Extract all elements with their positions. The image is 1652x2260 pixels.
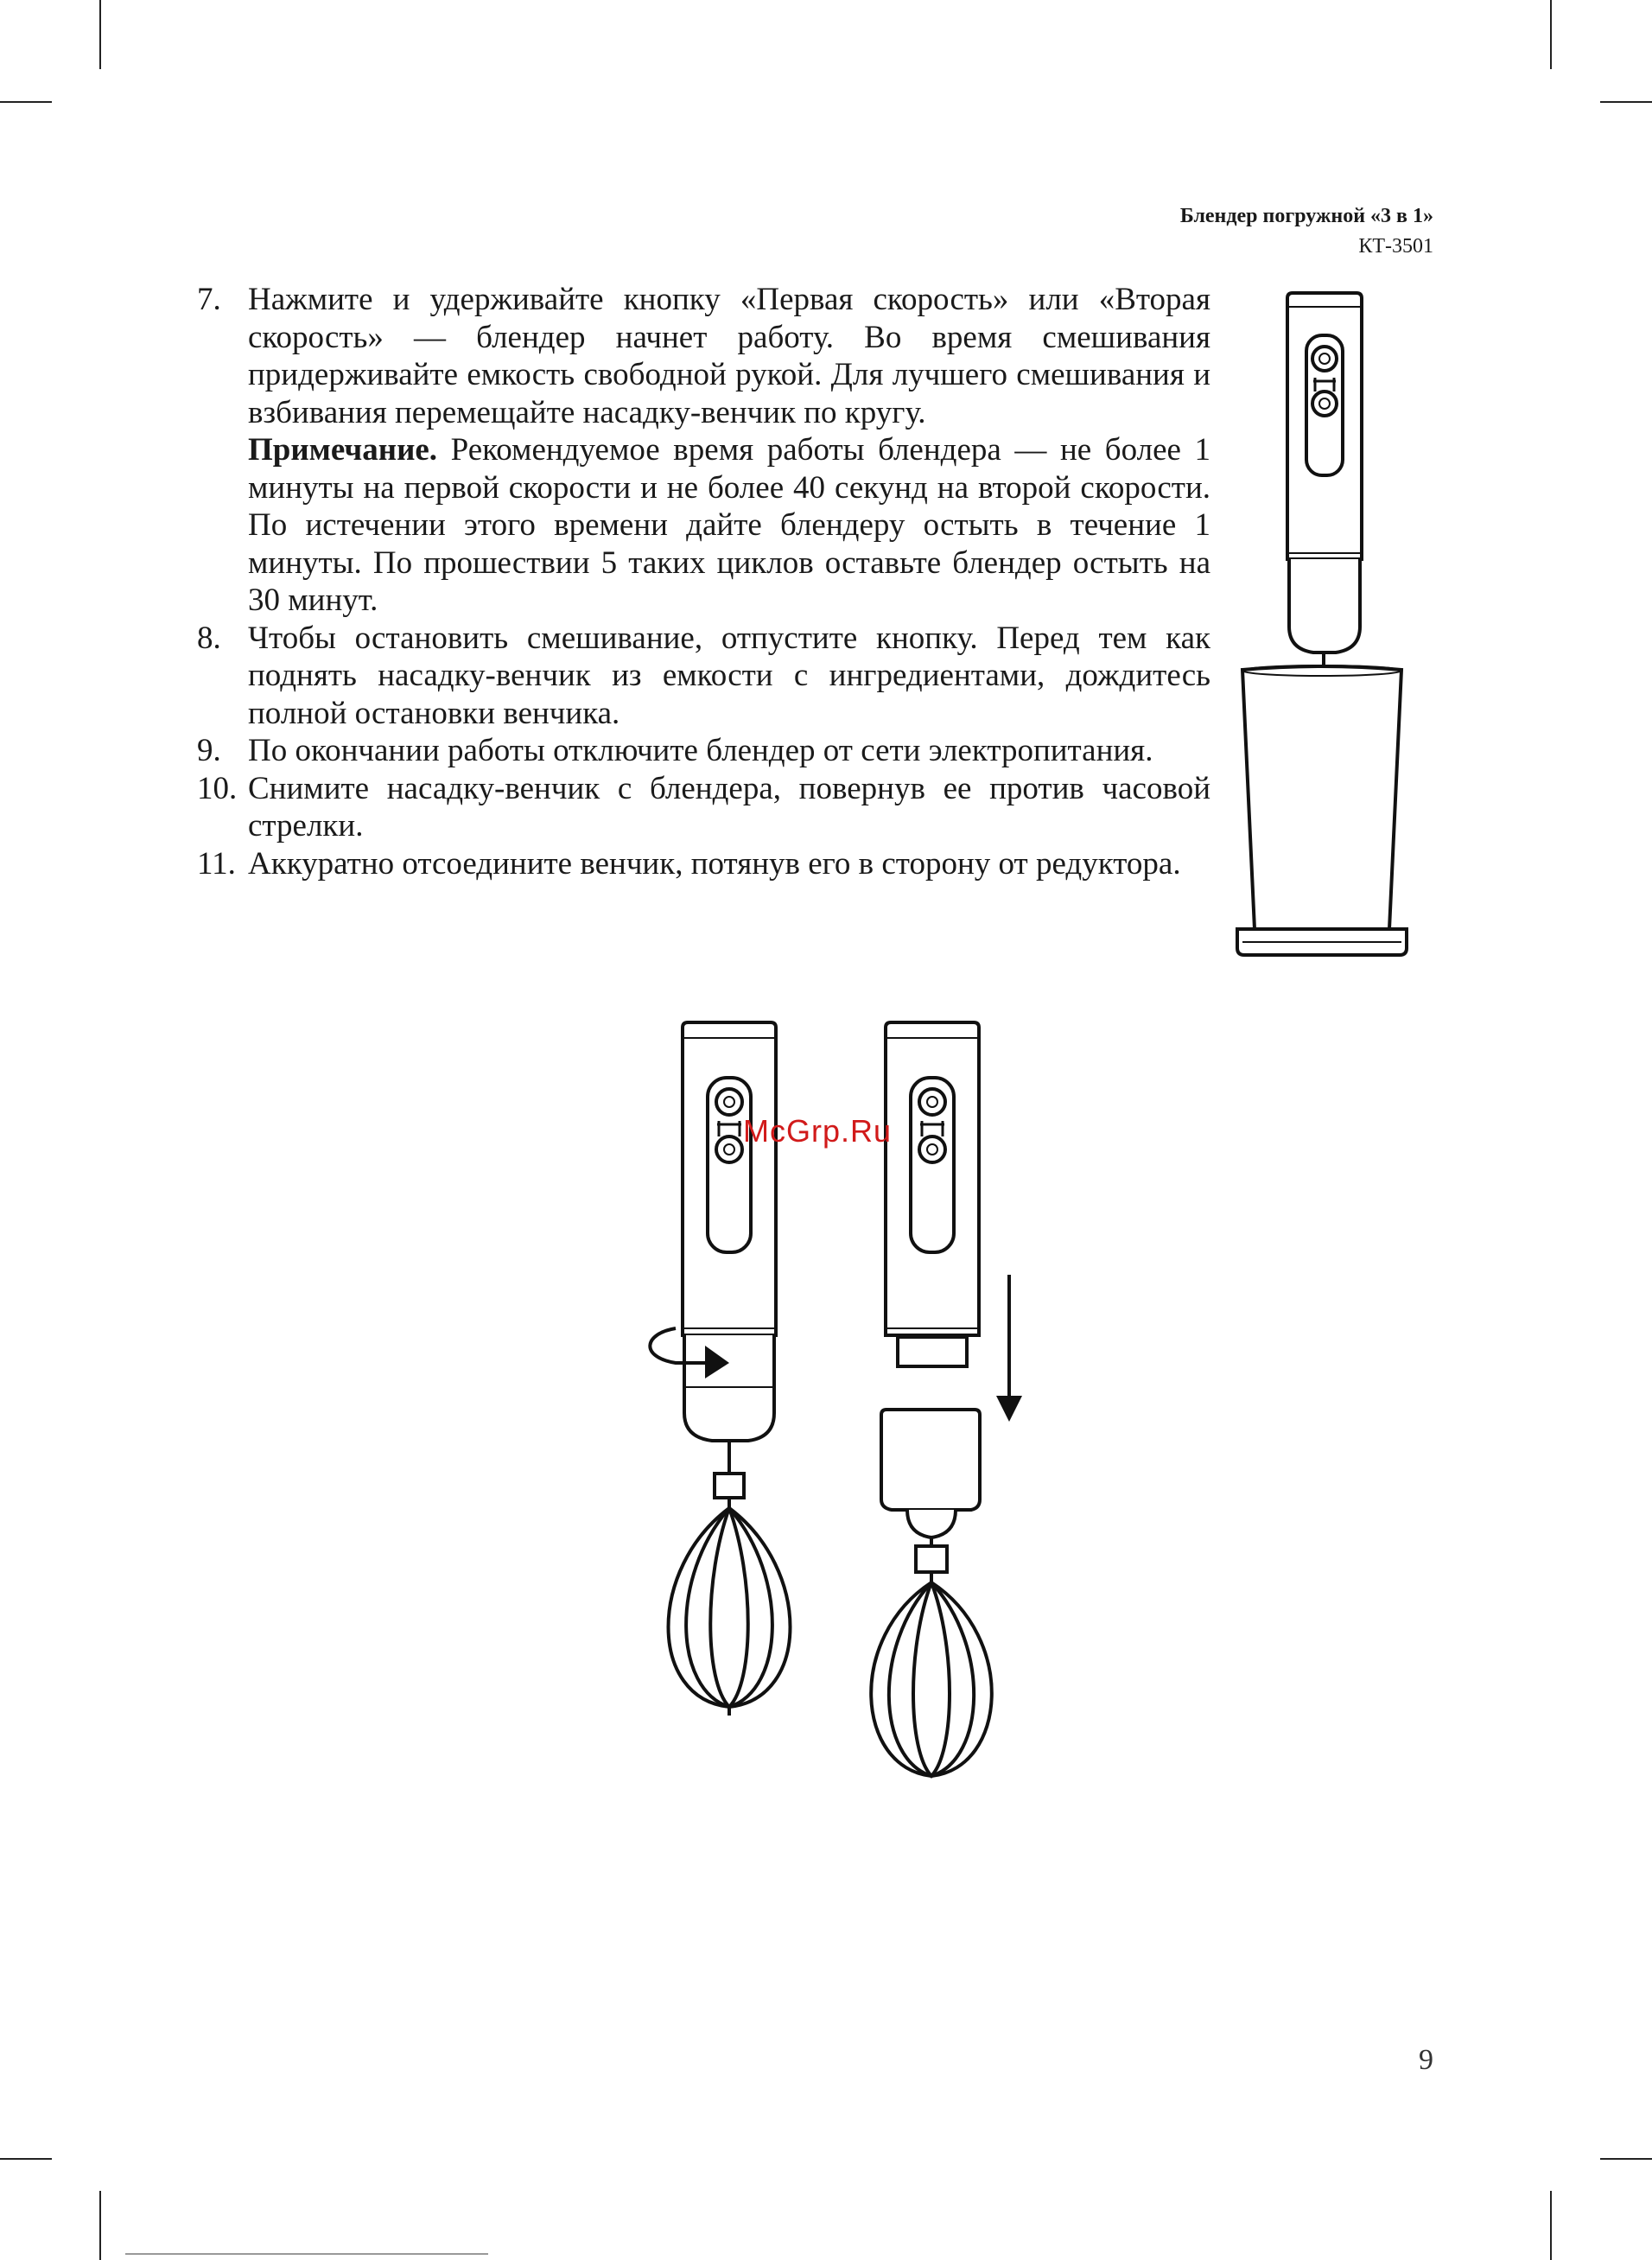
running-header <box>1180 201 1433 262</box>
item-text: Снимите насадку-венчик с блендера, повернув ее против часовой стрелки. <box>248 770 1210 844</box>
crop-mark <box>0 101 52 103</box>
crop-mark <box>99 2191 101 2260</box>
item-text: Чтобы остановить смешивание, отпустите кнопку. Перед тем как поднять насадку-венчик из емкости с ингредиентами, дождитесь полной остановки венчика. <box>248 620 1210 731</box>
item-number: 8. <box>197 620 221 656</box>
item-text: По окончании работы отключите блендер от сети электропитания. <box>248 733 1153 768</box>
item-number: 7. <box>197 282 221 317</box>
instruction-list <box>197 281 1210 882</box>
crop-mark <box>1600 101 1652 103</box>
item-number: 11. <box>197 845 236 882</box>
watermark: McGrp.Ru <box>743 1113 893 1149</box>
crop-mark <box>1550 0 1552 69</box>
header-model: КТ-3501 <box>1358 234 1433 258</box>
list-item-7 <box>197 281 1210 620</box>
crop-mark <box>1600 2158 1652 2160</box>
crop-mark <box>1550 2191 1552 2260</box>
bottom-rule <box>125 2253 488 2255</box>
page-number: 9 <box>1419 2044 1433 2076</box>
note-label: Примечание. <box>248 432 438 468</box>
header-title: Блендер погружной «3 в 1» <box>1179 205 1433 227</box>
note-text: Рекомендуемое время работы блендера — не более 1 минуты на первой скорости и не более 40 секунд на второй скорости. По истечении этого времени дайте блендеру остыть в течение 1 минуты. По прошествии 5 таких циклов оставьте блендер остыть на 30 минут. <box>248 432 1210 618</box>
list-item-9 <box>197 732 1210 770</box>
crop-mark <box>99 0 101 69</box>
note <box>248 431 1210 620</box>
list-item-8 <box>197 620 1210 733</box>
crop-mark <box>0 2158 52 2160</box>
list-item-10 <box>197 770 1210 845</box>
item-number: 9. <box>197 733 221 768</box>
item-number: 10. <box>197 770 238 806</box>
item-text: Нажмите и удерживайте кнопку «Первая скорость» или «Вторая скорость» — блендер начнет работу. Во время смешивания придерживайте емкость свободной рукой. Для лучшего смешивания и взбивания перемещайте насадку-венчик по кругу. <box>248 282 1210 430</box>
blender-in-cup-illustration <box>1236 290 1408 964</box>
list-item-11 <box>197 845 1210 883</box>
item-text: Аккуратно отсоедините венчик, потянув его в сторону от редуктора. <box>248 845 1181 882</box>
